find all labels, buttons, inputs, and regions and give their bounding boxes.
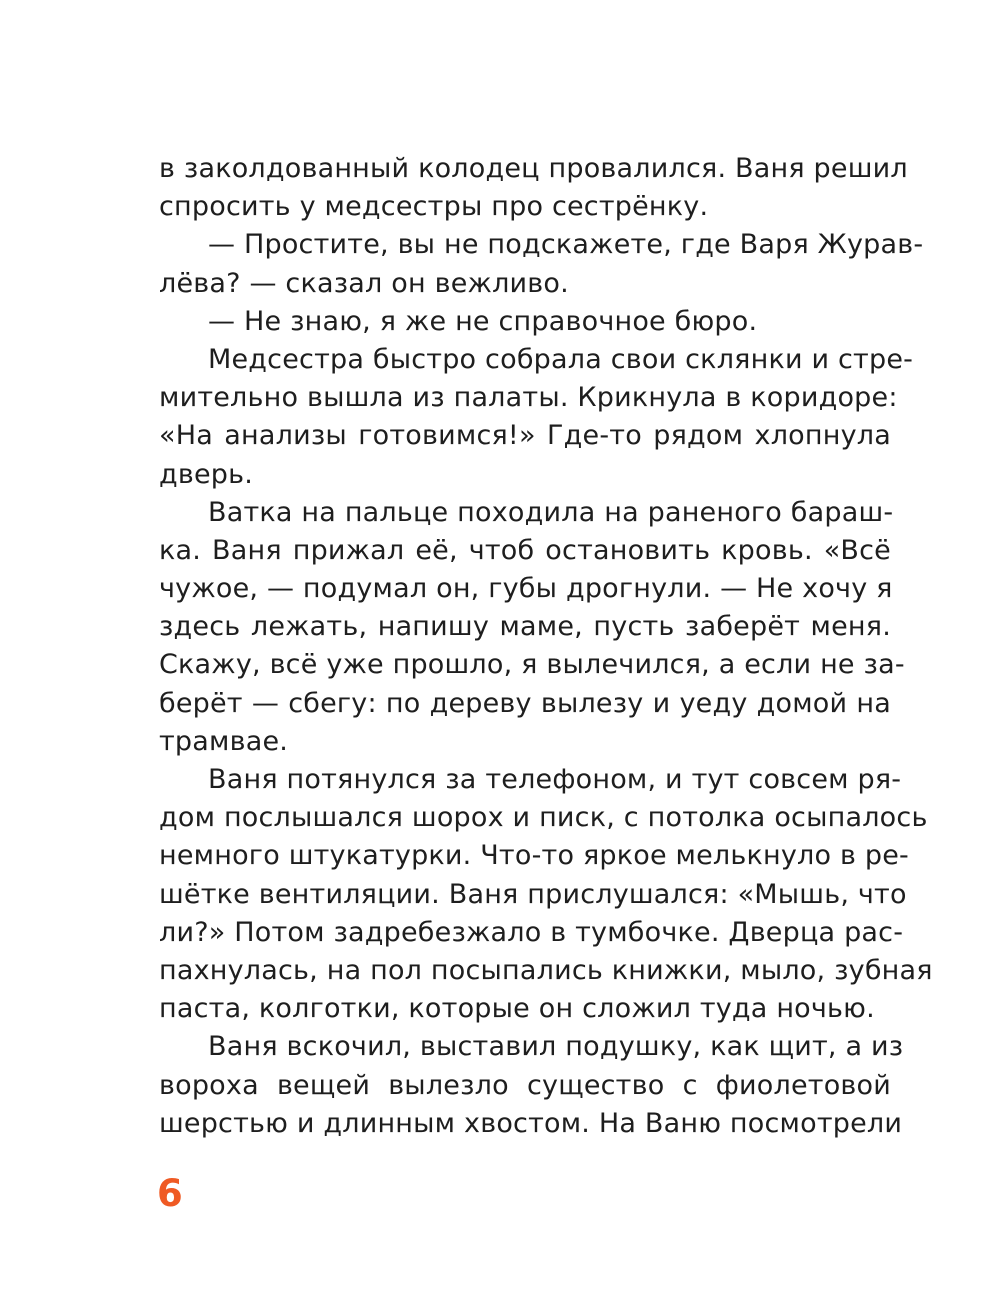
text-line: трамвае. (159, 725, 289, 757)
text-line: Ваня потянулся за телефоном, и тут совсем ря- (208, 764, 902, 795)
text-line: — Простите, вы не подскажете, где Варя Журав- (208, 229, 924, 261)
text-line: Медсестра быстро собрала свои склянки и стре- (208, 343, 914, 375)
text-line: — Не знаю, я же не справочное бюро. (208, 305, 758, 337)
text-line: вороха вещей вылезло существо с фиолетовой (159, 1069, 891, 1101)
text-line: мительно вышла из палаты. Крикнула в коридоре: (159, 382, 898, 414)
page-number: 6 (157, 1172, 183, 1215)
text-line: немного штукатурки. Что-то яркое мелькнуло в ре- (159, 840, 909, 872)
text-line: шётке вентиляции. Ваня прислушался: «Мышь, что (159, 878, 907, 910)
text-line: берёт — сбегу: по дереву вылезу и уеду домой на (159, 687, 891, 719)
text-line: лёва? — сказал он вежливо. (159, 267, 569, 299)
text-line: шерстью и длинным хвостом. На Ваню посмотрели (159, 1107, 903, 1139)
text-line: дом послышался шорох и писк, с потолка осыпалось (159, 802, 928, 834)
text-line: пахнулась, на пол посыпались книжки, мыло, зубная (159, 954, 933, 986)
text-line: ка. Ваня прижал её, чтоб остановить кровь. «Всё (159, 534, 891, 566)
text-line: в заколдованный колодец провалился. Ваня решил (159, 153, 908, 184)
text-line: чужое, — подумал он, губы дрогнули. — Не хочу я (159, 573, 893, 605)
text-line: «На анализы готовимся!» Где-то рядом хлопнула (159, 420, 891, 452)
text-line: здесь лежать, напишу маме, пусть заберёт меня. (159, 611, 891, 643)
text-line: Ватка на пальце походила на раненого бараш- (208, 496, 894, 528)
text-line: спросить у медсестры про сестрёнку. (159, 191, 709, 223)
text-line: Скажу, всё уже прошло, я вылечился, а если не за- (159, 649, 905, 681)
text-line: дверь. (159, 458, 254, 490)
text-line: паста, колготки, которые он сложил туда ночью. (159, 993, 875, 1025)
text-line: ли?» Потом задребезжало в тумбочке. Дверца рас- (159, 916, 904, 948)
book-page-text (159, 150, 933, 1143)
text-line: Ваня вскочил, выставил подушку, как щит, а из (208, 1031, 904, 1063)
